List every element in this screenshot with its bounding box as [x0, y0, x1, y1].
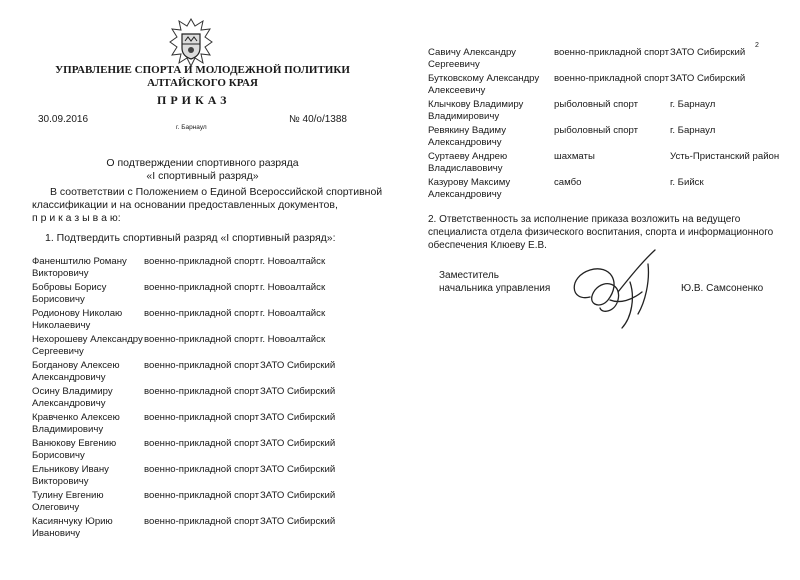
athlete-sport: военно-прикладной спорт: [144, 282, 260, 293]
athlete-name: Бутковскому Александру Алексеевичу: [428, 73, 540, 96]
athlete-sport: самбо: [554, 177, 582, 188]
athlete-sport: военно-прикладной спорт: [144, 464, 260, 475]
order-title: ПРИКАЗ: [157, 93, 231, 107]
athlete-name: Нехорошеву Александру Сергеевичу: [32, 334, 143, 357]
order-subject-line-2: «I спортивный разряд»: [146, 170, 259, 182]
athlete-place: г. Новоалтайск: [260, 308, 326, 319]
athlete-place: ЗАТО Сибирский: [260, 490, 336, 501]
athlete-place: ЗАТО Сибирский: [260, 386, 336, 397]
athlete-name: Ельникову Ивану Викторовичу: [32, 464, 109, 487]
preamble-line-2: классификации и на основании предоставленных документов,: [32, 199, 338, 211]
athlete-sport: военно-прикладной спорт: [554, 47, 670, 58]
athlete-name: Кравченко Алексею Владимировичу: [32, 412, 120, 435]
athlete-name: Родионову Николаю Николаевичу: [32, 308, 123, 331]
athlete-name: Савичу Александру Сергеевичу: [428, 47, 516, 70]
athlete-place: г. Новоалтайск: [260, 334, 326, 345]
athlete-sport: военно-прикладной спорт: [144, 490, 260, 501]
athlete-place: ЗАТО Сибирский: [260, 464, 336, 475]
athlete-name: Клычкову Владимиру Владимировичу: [428, 99, 524, 122]
athlete-sport: военно-прикладной спорт: [144, 334, 260, 345]
organization-name-line-1: УПРАВЛЕНИЕ СПОРТА И МОЛОДЕЖНОЙ ПОЛИТИКИ: [55, 64, 350, 76]
signatory-position-line-2: начальника управления: [439, 283, 551, 294]
item-2-line-3: обеспечения Клюеву Е.В.: [428, 240, 547, 251]
item-1-text: 1. Подтвердить спортивный разряд «I спортивный разряд»:: [45, 232, 336, 244]
athlete-place: Усть-Пристанский район: [670, 151, 780, 162]
athlete-name: Осину Владимиру Александровичу: [32, 386, 113, 409]
athlete-place: ЗАТО Сибирский: [260, 360, 336, 371]
athlete-sport: военно-прикладной спорт: [144, 256, 260, 267]
athlete-sport: шахматы: [554, 151, 595, 162]
item-2-line-1: 2. Ответственность за исполнение приказа возложить на ведущего: [428, 214, 741, 225]
athlete-name: Касиянчуку Юрию Ивановичу: [32, 516, 113, 539]
athlete-place: г. Барнаул: [670, 99, 716, 110]
athlete-name: Казурову Максиму Александровичу: [428, 177, 511, 200]
athlete-name: Фаненштилю Роману Викторовичу: [32, 256, 127, 279]
document-page-2: [405, 0, 800, 580]
order-number: № 40/о/1388: [289, 114, 347, 125]
athlete-sport: военно-прикладной спорт: [554, 73, 670, 84]
item-2-line-2: специалиста отдела физического воспитания, спорта и информационного: [428, 227, 774, 238]
signatory-position-line-1: Заместитель: [439, 270, 499, 281]
order-date: 30.09.2016: [38, 114, 89, 125]
coat-of-arms-emblem: [168, 18, 214, 68]
athlete-name: Тулину Евгению Олеговичу: [32, 490, 104, 513]
athlete-place: г. Новоалтайск: [260, 282, 326, 293]
athlete-name: Ревякину Вадиму Александровичу: [428, 125, 507, 148]
preamble-line-1: В соответствии с Положением о Единой Всероссийской спортивной: [50, 186, 383, 198]
athlete-sport: военно-прикладной спорт: [144, 412, 260, 423]
athlete-place: г. Новоалтайск: [260, 256, 326, 267]
signatory-name: Ю.В. Самсоненко: [681, 283, 764, 294]
athlete-name: Богданову Алексею Александровичу: [32, 360, 120, 383]
order-subject-line-1: О подтверждении спортивного разряда: [106, 157, 299, 169]
athlete-sport: военно-прикладной спорт: [144, 438, 260, 449]
athlete-place: ЗАТО Сибирский: [670, 73, 746, 84]
order-city: г. Барнаул: [176, 124, 207, 131]
athlete-sport: военно-прикладной спорт: [144, 360, 260, 371]
athlete-name: Бобровы Борису Борисовичу: [32, 282, 107, 305]
athlete-place: г. Барнаул: [670, 125, 716, 136]
athlete-sport: военно-прикладной спорт: [144, 308, 260, 319]
athlete-place: ЗАТО Сибирский: [260, 412, 336, 423]
organization-name-line-2: АЛТАЙСКОГО КРАЯ: [147, 77, 258, 89]
preamble-command: п р и к а з ы в а ю:: [32, 212, 121, 224]
athlete-sport: рыболовный спорт: [554, 125, 639, 136]
athlete-sport: военно-прикладной спорт: [144, 386, 260, 397]
athlete-place: ЗАТО Сибирский: [670, 47, 746, 58]
athlete-place: ЗАТО Сибирский: [260, 516, 336, 527]
page-number: 2: [755, 42, 759, 49]
athlete-name: Суртаеву Андрею Владиславовичу: [428, 151, 508, 174]
handwritten-signature: [560, 242, 670, 332]
athlete-place: г. Бийск: [670, 177, 704, 188]
athlete-name: Ванюкову Евгению Борисовичу: [32, 438, 117, 461]
athlete-sport: рыболовный спорт: [554, 99, 639, 110]
athlete-sport: военно-прикладной спорт: [144, 516, 260, 527]
athlete-place: ЗАТО Сибирский: [260, 438, 336, 449]
